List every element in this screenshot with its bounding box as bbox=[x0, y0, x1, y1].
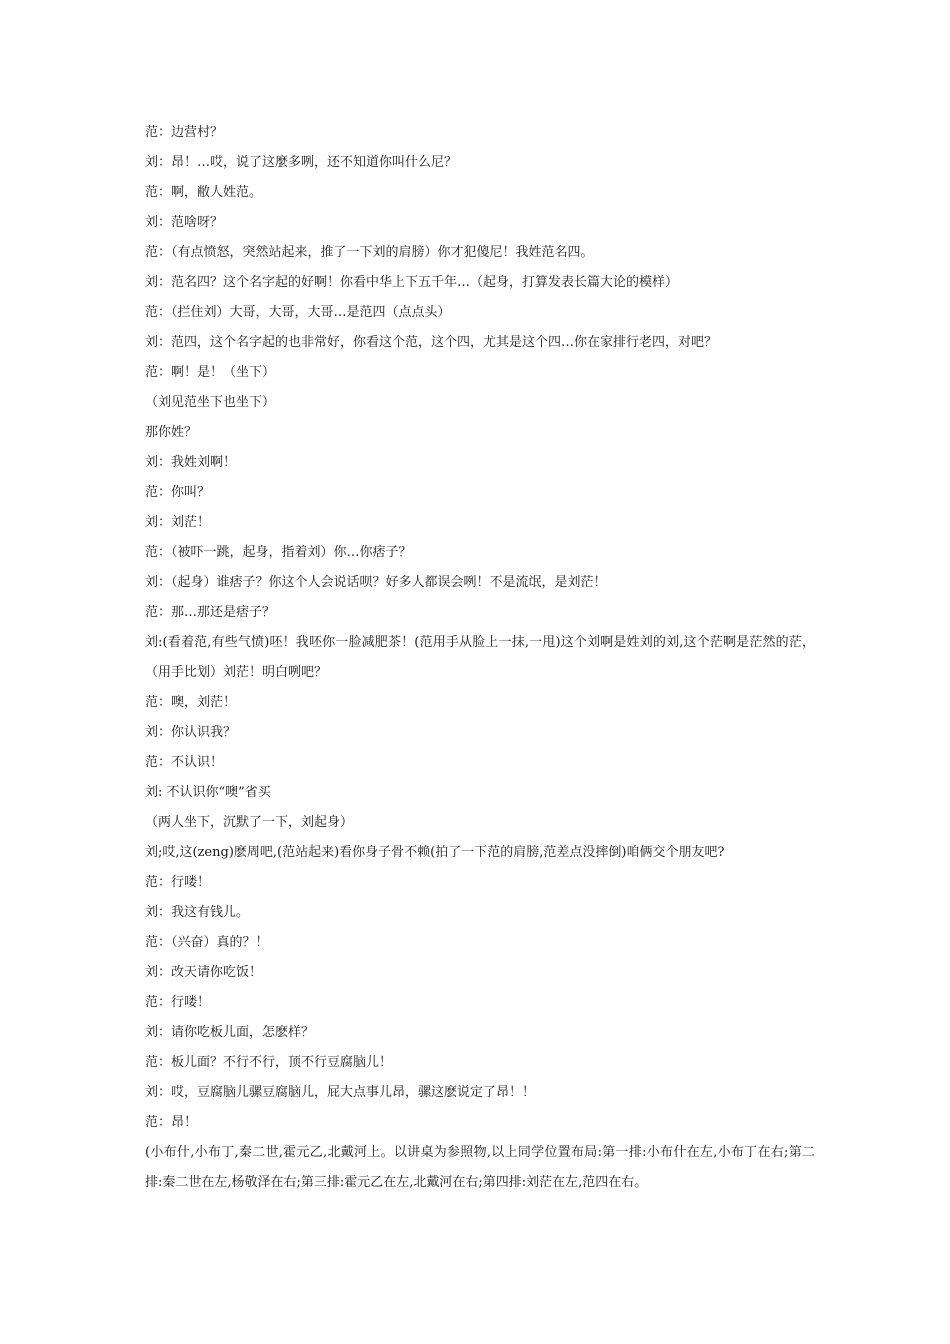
dialogue-line: 刘：范啥呀？ bbox=[145, 215, 224, 230]
dialogue-line: 刘: 不认识你“噢”省买 bbox=[145, 785, 271, 800]
dialogue-line: 范：边营村？ bbox=[145, 125, 224, 140]
dialogue-line: 范：行喽！ bbox=[145, 875, 211, 890]
stage-direction: （刘见范坐下也坐下） bbox=[145, 395, 276, 410]
dialogue-line: 刘：改天请你吃饭！ bbox=[145, 965, 263, 980]
script-text bbox=[145, 118, 815, 1198]
dialogue-line: 范：（被吓一跳，起身，指着刘）你…你痞子？ bbox=[145, 545, 412, 560]
dialogue-line: 刘：（起身）谁痞子？你这个人会说话呗？好多人都误会咧！不是流氓，是刘茫！ bbox=[145, 575, 607, 590]
stage-direction: （两人坐下，沉默了一下，刘起身） bbox=[145, 815, 354, 830]
dialogue-line: 范：不认识！ bbox=[145, 755, 224, 770]
dialogue-paragraph: 刘:(看着范,有些气愤)呸！我呸你一脸减肥茶！(范用手从脸上一抹,一甩)这个刘啊是姓刘的刘,这个茫啊是茫然的茫，（用手比划）刘茫！明白咧吧？ bbox=[145, 635, 815, 680]
dialogue-line: 那你姓？ bbox=[145, 425, 198, 440]
dialogue-line: 范：噢，刘茫！ bbox=[145, 695, 237, 710]
dialogue-line: 范：你叫？ bbox=[145, 485, 211, 500]
dialogue-line: 刘：我姓刘啊！ bbox=[145, 455, 237, 470]
dialogue-line: 范：行喽！ bbox=[145, 995, 211, 1010]
dialogue-line: 刘：刘茫！ bbox=[145, 515, 211, 530]
dialogue-line: 范：啊，敝人姓范。 bbox=[145, 185, 263, 200]
dialogue-line: 范：那…那还是痞子？ bbox=[145, 605, 276, 620]
dialogue-line: 刘：范名四？这个名字起的好啊！你看中华上下五千年…（起身，打算发表长篇大论的模样） bbox=[145, 275, 679, 290]
dialogue-line: 刘：我这有钱儿。 bbox=[145, 905, 250, 920]
stage-direction-paragraph: (小布什,小布丁,秦二世,霍元乙,北戴河上。以讲桌为参照物,以上同学位置布局:第一排:小布什在左,小布丁在右;第二排:秦二世在左,杨敬泽在右;第三排:霍元乙在左,北戴河在右;第四排:刘茫在左,范四在右。 bbox=[145, 1145, 815, 1190]
dialogue-line: 范：板儿面？不行不行，顶不行豆腐脑儿！ bbox=[145, 1055, 393, 1070]
dialogue-line: 刘;哎,这(zeng)麽周吧,(范站起来)看你身子骨不赖(拍了一下范的肩膀,范差点没摔倒)咱俩交个朋友吧? bbox=[145, 845, 725, 860]
dialogue-line: 刘：请你吃板儿面，怎麽样？ bbox=[145, 1025, 315, 1040]
dialogue-line: 刘：哎，豆腐脑儿骡豆腐脑儿，屁大点事儿昂，骡这麽说定了昂！！ bbox=[145, 1085, 536, 1100]
dialogue-line: 刘：范四，这个名字起的也非常好，你看这个范，这个四，尤其是这个四…你在家排行老四，对吧？ bbox=[145, 335, 718, 350]
dialogue-line: 刘：你认识我？ bbox=[145, 725, 237, 740]
dialogue-line: 范：（拦住刘）大哥，大哥，大哥…是范四（点点头） bbox=[145, 305, 451, 320]
dialogue-line: 刘：昂！…哎，说了这麼多咧，还不知道你叫什么尼？ bbox=[145, 155, 458, 170]
dialogue-line: 范：（有点愤怒，突然站起来，推了一下刘的肩膀）你才犯傻尼！我姓范名四。 bbox=[145, 245, 594, 260]
dialogue-line: 范：（兴奋）真的？！ bbox=[145, 935, 269, 950]
dialogue-line: 范：啊！是！（坐下） bbox=[145, 365, 276, 380]
dialogue-line: 范：昂！ bbox=[145, 1115, 198, 1130]
